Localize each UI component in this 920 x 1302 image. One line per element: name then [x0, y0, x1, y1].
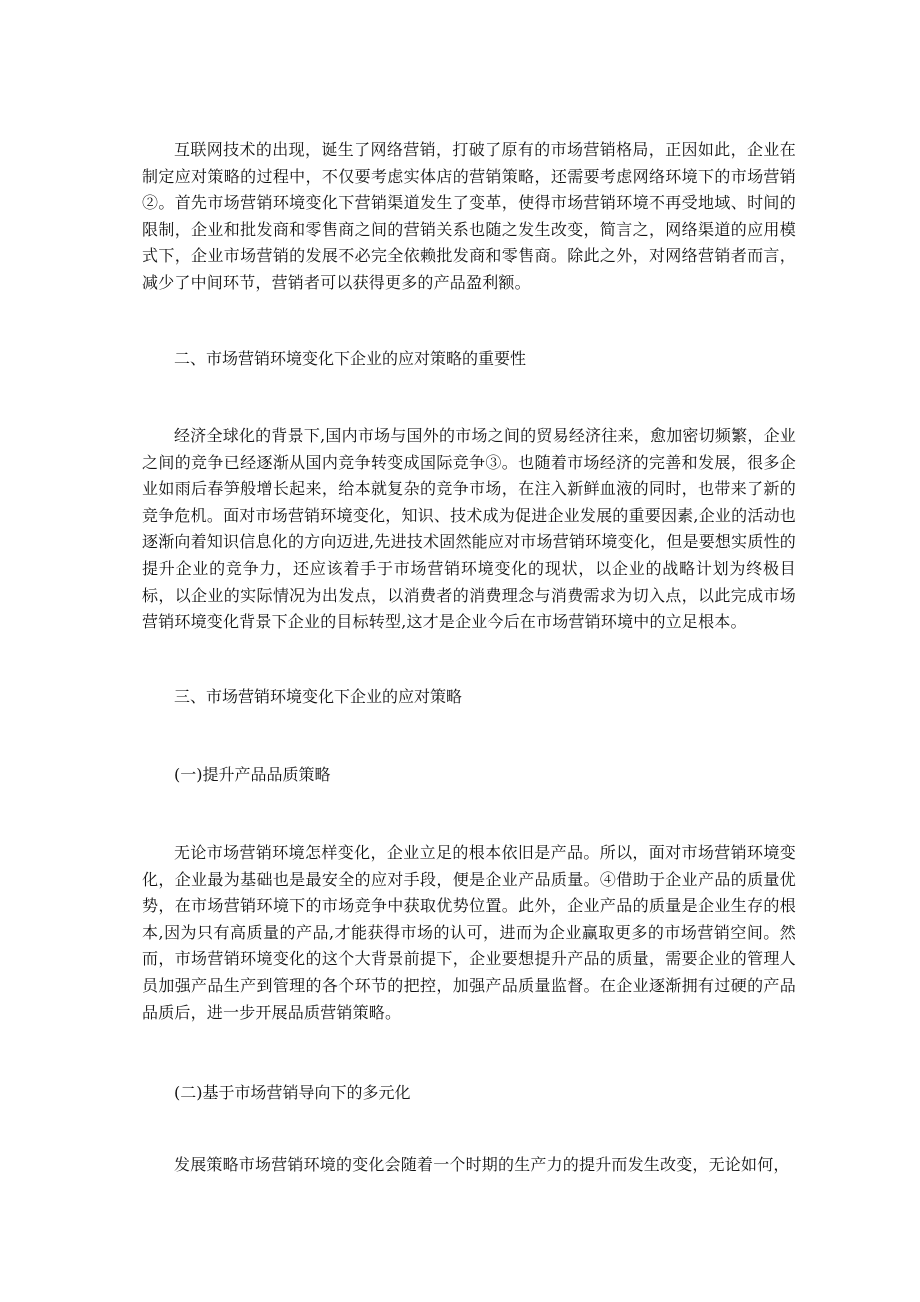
paragraph-diversification: 发展策略市场营销环境的变化会随着一个时期的生产力的提升而发生改变，无论如何，	[174, 1155, 790, 1174]
paragraph-network-marketing: 互联网技术的出现，诞生了网络营销，打破了原有的市场营销格局，正因如此，企业在制定应对策略的过程中，不仅要考虑实体店的营销策略，还需要考虑网络环境下的市场营销②。首先市场营销环境变化下营销渠道发生了变革，使得市场营销环境不再受地域、时间的限制，企业和批发商和零售商之间的营销关系也随之发生改变，简言之，网络渠道的应用模式下，企业市场营销的发展不必完全依赖批发商和零售商。除此之外，对网络营销者而言，减少了中间环节，营销者可以获得更多的产品盈利额。	[142, 140, 796, 292]
section-heading-importance: 二、市场营销环境变化下企业的应对策略的重要性	[174, 349, 527, 368]
section-heading-strategies: 三、市场营销环境变化下企业的应对策略	[174, 687, 463, 706]
paragraph-globalization: 经济全球化的背景下,国内市场与国外的市场之间的贸易经济往来，愈加密切频繁，企业之间的竞争已经逐渐从国内竞争转变成国际竞争③。也随着市场经济的完善和发展，很多企业如雨后春笋般增长起来，给本就复杂的竞争市场，在注入新鲜血液的同时，也带来了新的竞争危机。面对市场营销环境变化，知识、技术成为促进企业发展的重要因素,企业的活动也逐渐向着知识信息化的方向迈进,先进技术固然能应对市场营销环境变化，但是要想实质性的提升企业的竞争力，还应该着手于市场营销环境变化的现状，以企业的战略计划为终极目标，以企业的实际情况为出发点，以消费者的消费理念与消费需求为切入点，以此完成市场营销环境变化背景下企业的目标转型,这才是企业今后在市场营销环境中的立足根本。	[142, 426, 796, 632]
paragraph-product-quality: 无论市场营销环境怎样变化，企业立足的根本依旧是产品。所以，面对市场营销环境变化，企业最为基础也是最安全的应对手段，便是企业产品质量。④借助于企业产品的质量优势，在市场营销环境下的市场竞争中获取优势位置。此外，企业产品的质量是企业生存的根本,因为只有高质量的产品,才能获得市场的认可，进而为企业赢取更多的市场营销空间。然而，市场营销环境变化的这个大背景前提下，企业要想提升产品的质量，需要企业的管理人员加强产品生产到管理的各个环节的把控，加强产品质量监督。在企业逐渐拥有过硬的产品品质后，进一步开展品质营销策略。	[142, 843, 796, 1022]
subheading-diversification: (二)基于市场营销导向下的多元化	[174, 1083, 411, 1102]
subheading-product-quality: (一)提升产品品质策略	[174, 765, 331, 784]
